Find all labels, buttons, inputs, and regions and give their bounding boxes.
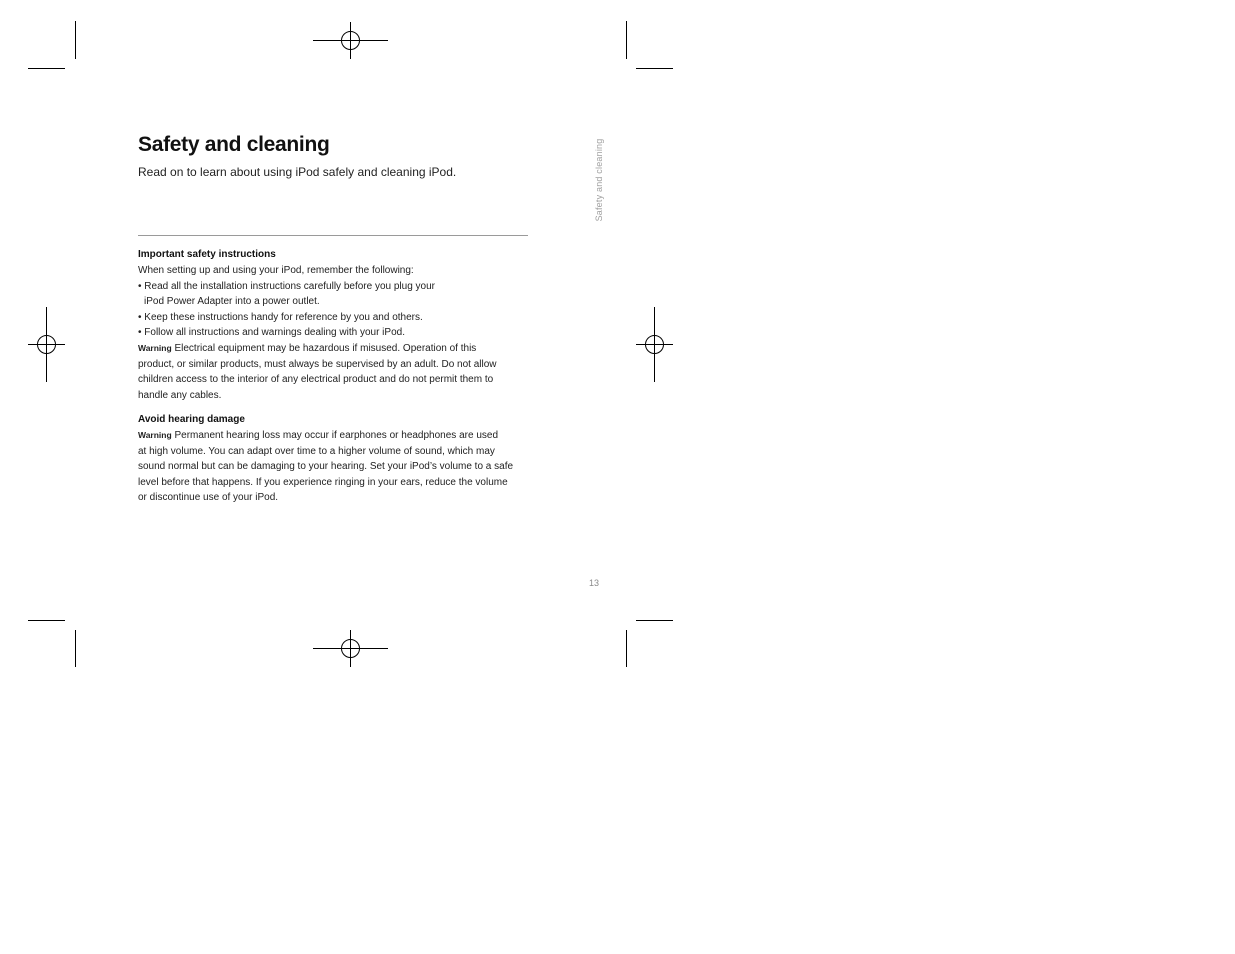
bullet-item: • Read all the installation instructions carefully before you plug your xyxy=(138,280,435,292)
registration-mark xyxy=(313,22,388,59)
section-heading: Important safety instructions xyxy=(138,249,276,260)
warning-text: sound normal but can be damaging to your hearing. Set your iPod’s volume to a safe xyxy=(138,461,514,473)
warning-text: level before that happens. If you experience ringing in your ears, reduce the volume xyxy=(138,476,508,488)
bullet-item: • Keep these instructions handy for reference by you and others. xyxy=(138,311,423,323)
bullet-continuation: iPod Power Adapter into a power outlet. xyxy=(144,296,320,308)
bullet-item: • Follow all instructions and warnings dealing with your iPod. xyxy=(138,327,405,339)
registration-mark xyxy=(313,630,388,667)
warning-text: Electrical equipment may be hazardous if misused. Operation of this xyxy=(174,342,477,354)
warning-text: at high volume. You can adapt over time to a higher volume of sound, which may xyxy=(138,445,495,457)
warning-line xyxy=(138,428,538,444)
warning-label: Warning xyxy=(138,342,172,353)
warning-line xyxy=(138,341,538,357)
warning-text: product, or similar products, must always be supervised by an adult. Do not allow xyxy=(138,358,497,370)
body-line: When setting up and using your iPod, remember the following: xyxy=(138,265,414,276)
warning-label: Warning xyxy=(138,430,172,440)
registration-mark xyxy=(636,307,673,382)
warning-text: or discontinue use of your iPod. xyxy=(138,492,279,504)
divider xyxy=(138,235,528,236)
warning-text: handle any cables. xyxy=(138,389,222,401)
warning-text: children access to the interior of any electrical product and do not permit them to xyxy=(138,374,494,386)
registration-mark xyxy=(28,307,65,382)
running-header: Safety and cleaning xyxy=(594,138,604,222)
page-title: Safety and cleaning xyxy=(138,133,330,156)
page-intro: Read on to learn about using iPod safely and cleaning iPod. xyxy=(138,165,457,179)
hearing-damage-section xyxy=(138,412,538,506)
warning-text: Permanent hearing loss may occur if earphones or headphones are used xyxy=(174,430,498,441)
page-number: 13 xyxy=(589,578,600,588)
safety-instructions-section xyxy=(138,247,538,403)
section-heading: Avoid hearing damage xyxy=(138,414,245,425)
